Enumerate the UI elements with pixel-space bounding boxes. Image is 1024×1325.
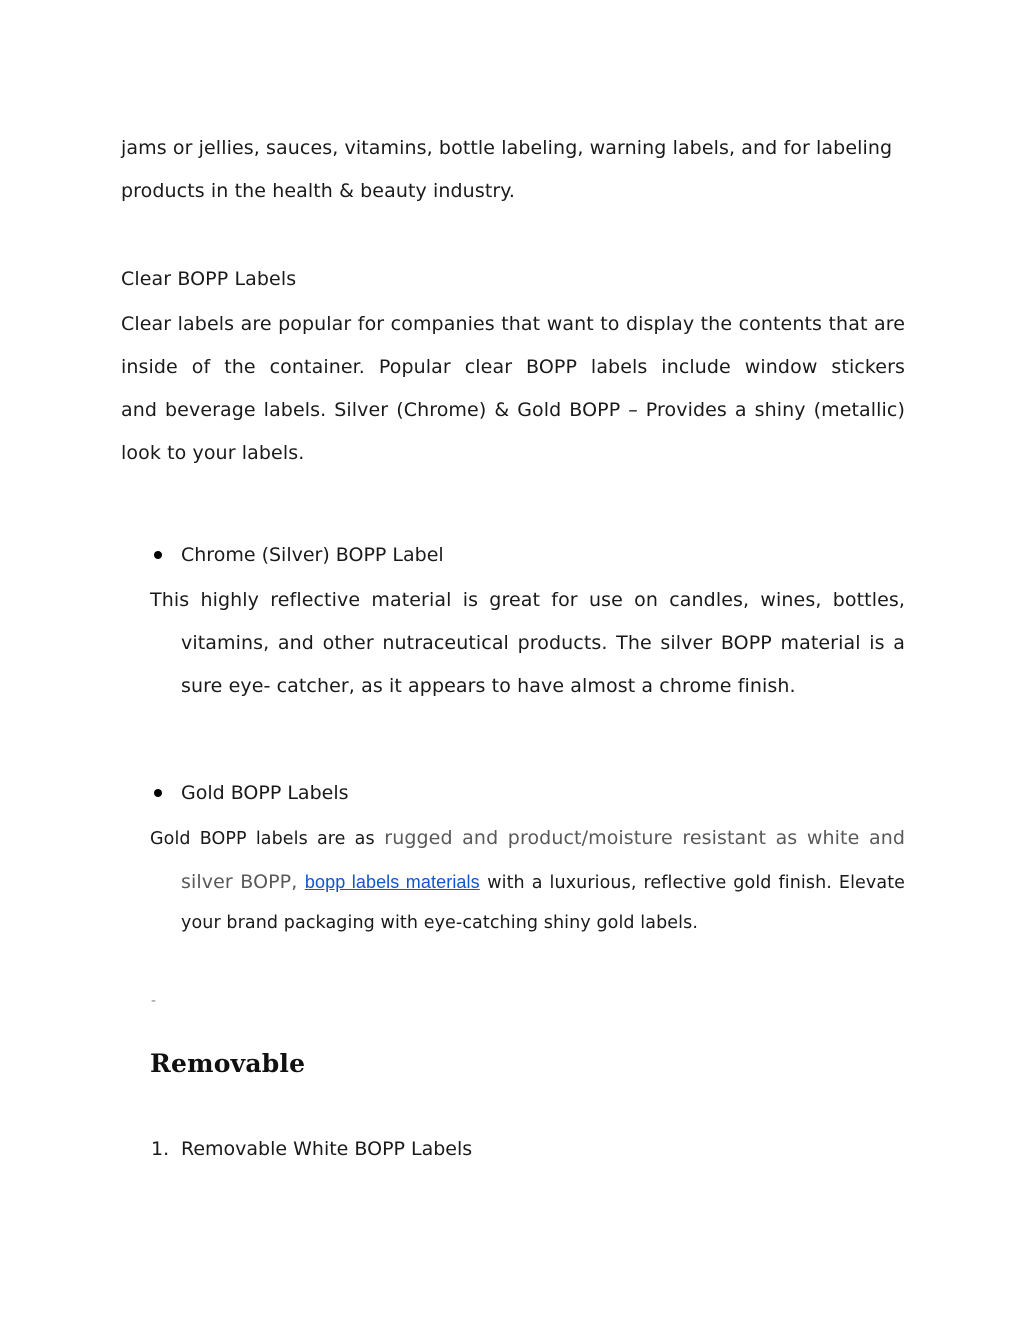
clear-section-title: Clear BOPP Labels	[121, 268, 297, 290]
gold-paragraph-line-3: your brand packaging with eye-catching shiny gold labels.	[181, 913, 699, 933]
chrome-paragraph-line-1: This highly reflective material is great for use on candles, wines, bottles,	[150, 589, 905, 611]
intro-line-1: jams or jellies, sauces, vitamins, bottle labeling, warning labels, and for labeling	[121, 137, 893, 159]
chrome-bullet-label: Chrome (Silver) BOPP Label	[181, 544, 444, 566]
gold-line1-end: rugged and product/moisture resistant as white and	[384, 827, 906, 849]
gold-line2-start: silver BOPP,	[181, 871, 298, 893]
clear-paragraph-line-2: inside of the container. Popular clear BOPP labels include window stickers	[121, 356, 905, 378]
bullet-icon	[154, 551, 162, 559]
bullet-icon	[154, 789, 162, 797]
list-number: 1.	[151, 1138, 170, 1160]
gold-paragraph-line-2	[181, 870, 905, 895]
clear-paragraph-line-1: Clear labels are popular for companies that want to display the contents that are	[121, 313, 905, 335]
bopp-labels-materials-link[interactable]: bopp labels materials	[304, 872, 480, 892]
chrome-paragraph-line-3: sure eye- catcher, as it appears to have almost a chrome finish.	[181, 675, 796, 697]
list-item-removable-white: Removable White BOPP Labels	[181, 1138, 473, 1160]
intro-line-2: products in the health & beauty industry.	[121, 180, 516, 202]
gold-line1-start: Gold BOPP labels are as	[150, 829, 375, 849]
chrome-paragraph-line-2: vitamins, and other nutraceutical products. The silver BOPP material is a	[181, 632, 905, 654]
removable-heading: Removable	[150, 1049, 306, 1078]
gold-line2-end: with a luxurious, reflective gold finish. Elevate	[487, 873, 906, 893]
gold-bullet-label: Gold BOPP Labels	[181, 782, 349, 804]
clear-paragraph-line-3: and beverage labels. Silver (Chrome) & Gold BOPP – Provides a shiny (metallic)	[121, 399, 905, 421]
gold-paragraph-line-1	[150, 826, 905, 851]
separator-dash: -	[151, 993, 157, 1009]
clear-paragraph-line-4: look to your labels.	[121, 442, 305, 464]
